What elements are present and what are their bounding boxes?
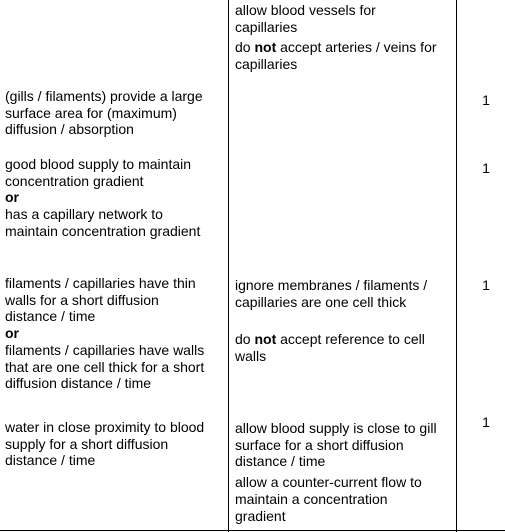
answer-cell-row-3 (5, 275, 204, 392)
answer-text: (gills / filaments) provide a large surface area for (maximum) diffusion / absorption (5, 88, 203, 138)
answer-text: filaments / capillaries have thin walls for a short diffusion distance / time or filaments / capillaries have walls that are one cell thick for a short diffusion distance / time (5, 275, 205, 392)
mark-row-1: 1 (482, 92, 490, 108)
extra-cell-row-3 (235, 277, 427, 365)
extra-note: do not accept reference to cell walls (235, 331, 425, 365)
answer-cell-row-1 (5, 88, 203, 138)
extra-note: allow blood supply is close to gill surface for a short diffusion distance / time (235, 420, 437, 470)
mark-row-4: 1 (482, 414, 490, 430)
answer-text: good blood supply to maintain concentration gradient or has a capillary network to maintain concentration gradient (5, 156, 201, 239)
answer-cell-row-2 (5, 156, 200, 240)
extra-cell-row-0 (235, 2, 437, 73)
mark-row-2: 1 (482, 160, 490, 176)
or-connector: or (5, 325, 19, 342)
answer-cell-row-4 (5, 419, 204, 469)
table-bottom-border (0, 530, 505, 531)
column-divider-left (228, 0, 229, 532)
column-divider-right (456, 0, 457, 532)
extra-note: allow blood vessels for capillaries (235, 2, 376, 35)
extra-note: allow a counter-current flow to maintain a concentration gradient (235, 474, 422, 524)
answer-text: water in close proximity to blood supply for a short diffusion distance / time (5, 419, 205, 469)
mark-row-3: 1 (482, 277, 490, 293)
extra-note: do not accept arteries / veins for capillaries (235, 39, 437, 73)
extra-cell-row-4 (235, 420, 437, 524)
extra-note: ignore membranes / filaments / capillaries are one cell thick (235, 277, 428, 310)
or-connector: or (5, 189, 19, 206)
